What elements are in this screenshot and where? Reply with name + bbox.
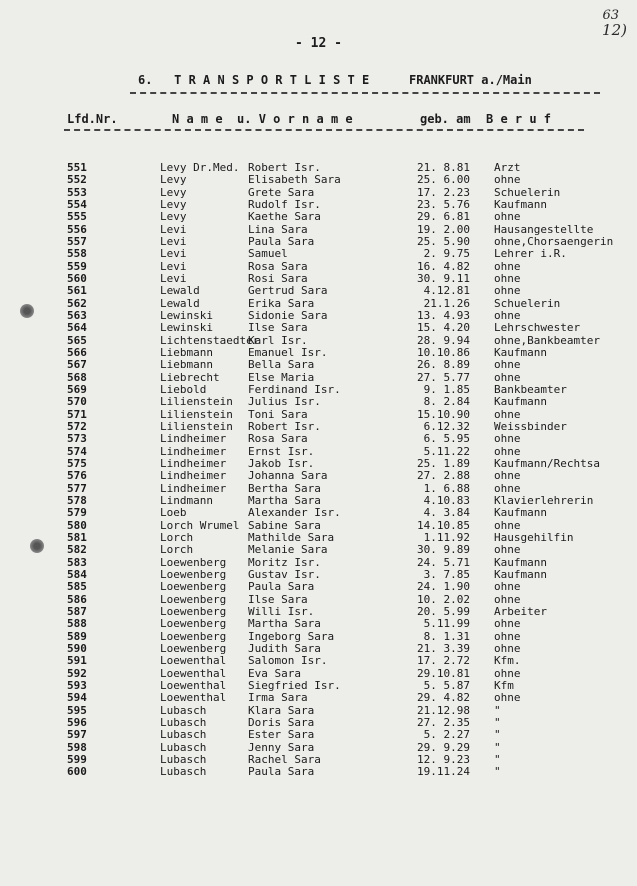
row-last-name: Loewenthal — [160, 691, 227, 705]
row-first-name: Ernst Isr. — [248, 444, 315, 458]
row-last-name: Loewenberg — [160, 629, 227, 643]
row-occupation: ohne — [494, 592, 521, 606]
row-occupation: Kaufmann — [494, 197, 547, 211]
row-occupation: ohne — [494, 629, 521, 643]
row-last-name: Lindheimer — [160, 469, 227, 483]
row-number: 571 — [67, 407, 87, 421]
row-occupation: ohne — [494, 469, 521, 483]
row-number: 578 — [67, 493, 87, 507]
row-first-name: Kaethe Sara — [248, 210, 321, 224]
row-first-name: Ilse Sara — [248, 321, 308, 335]
row-first-name: Gustav Isr. — [248, 567, 321, 581]
row-birth-date: 4. 3.84 — [423, 506, 470, 520]
row-first-name: Elisabeth Sara — [248, 173, 341, 187]
row-last-name: Liebold — [160, 382, 207, 396]
row-first-name: Doris Sara — [248, 715, 315, 729]
row-number: 597 — [67, 728, 87, 742]
row-last-name: Lewald — [160, 284, 200, 298]
row-first-name: Rachel Sara — [248, 752, 321, 766]
row-number: 588 — [67, 617, 87, 631]
row-number: 556 — [67, 222, 87, 236]
row-occupation: Kaufmann/Rechtsa — [494, 456, 600, 470]
row-birth-date: 29.10.81 — [417, 666, 470, 680]
row-occupation: Klavierlehrerin — [494, 493, 594, 507]
document-title — [138, 73, 532, 87]
row-occupation: ohne — [494, 173, 521, 187]
row-number: 565 — [67, 333, 87, 347]
row-birth-date: 8. 2.84 — [423, 395, 470, 409]
row-number: 583 — [67, 555, 87, 569]
row-first-name: Sidonie Sara — [248, 308, 328, 322]
annotation-number-1: 63 — [602, 8, 619, 23]
row-last-name: Loewenthal — [160, 666, 227, 680]
row-birth-date: 24. 5.71 — [417, 555, 470, 569]
row-birth-date: 17. 2.72 — [417, 654, 470, 668]
row-occupation: Arbeiter — [494, 604, 547, 618]
row-number: 554 — [67, 197, 87, 211]
row-birth-date: 25. 1.89 — [417, 456, 470, 470]
row-number: 582 — [67, 543, 87, 557]
row-last-name: Lubasch — [160, 765, 207, 779]
row-first-name: Jenny Sara — [248, 740, 315, 754]
row-last-name: Levy — [160, 173, 187, 187]
row-number: 576 — [67, 469, 87, 483]
row-last-name: Lindheimer — [160, 444, 227, 458]
row-last-name: Levi — [160, 259, 187, 273]
row-first-name: Toni Sara — [248, 407, 308, 421]
row-last-name: Lubasch — [160, 715, 207, 729]
row-birth-date: 10. 2.02 — [417, 592, 470, 606]
row-occupation: Lehrer i.R. — [494, 247, 567, 261]
row-occupation: ohne — [494, 308, 521, 322]
row-birth-date: 28. 9.94 — [417, 333, 470, 347]
row-first-name: Jakob Isr. — [248, 456, 315, 470]
row-number: 581 — [67, 530, 87, 544]
row-birth-date: 20. 5.99 — [417, 604, 470, 618]
row-number: 593 — [67, 678, 87, 692]
row-birth-date: 25. 5.90 — [417, 234, 470, 248]
row-occupation: ohne — [494, 358, 521, 372]
row-birth-date: 30. 9.11 — [417, 271, 470, 285]
row-first-name: Karl Isr. — [248, 333, 308, 347]
row-birth-date: 5.11.22 — [423, 444, 470, 458]
row-occupation: Hausgehilfin — [494, 530, 574, 544]
row-first-name: Siegfried Isr. — [248, 678, 341, 692]
row-number: 577 — [67, 481, 87, 495]
row-last-name: Lindheimer — [160, 481, 227, 495]
row-number: 587 — [67, 604, 87, 618]
row-occupation: Kaufmann — [494, 567, 547, 581]
row-number: 562 — [67, 296, 87, 310]
title-number: 6. — [138, 73, 153, 87]
row-last-name: Lewald — [160, 296, 200, 310]
row-number: 572 — [67, 419, 87, 433]
row-first-name: Robert Isr. — [248, 161, 321, 174]
title-city: FRANKFURT a./Main — [409, 73, 532, 87]
row-number: 599 — [67, 752, 87, 766]
row-number: 580 — [67, 518, 87, 532]
row-occupation: " — [494, 715, 501, 729]
row-number: 595 — [67, 703, 87, 717]
row-first-name: Paula Sara — [248, 234, 315, 248]
row-occupation: ohne,Chorsaengerin — [494, 234, 614, 248]
row-birth-date: 14.10.85 — [417, 518, 470, 532]
row-last-name: Lubasch — [160, 752, 207, 766]
row-birth-date: 8. 1.31 — [423, 629, 470, 643]
row-first-name: Rosa Sara — [248, 259, 308, 273]
row-last-name: Levy Dr.Med. — [160, 161, 240, 174]
row-occupation: " — [494, 765, 501, 779]
row-number: 555 — [67, 210, 87, 224]
row-first-name: Judith Sara — [248, 641, 321, 655]
row-number: 570 — [67, 395, 87, 409]
row-occupation: ohne,Bankbeamter — [494, 333, 600, 347]
row-number: 551 — [67, 161, 87, 174]
row-birth-date: 5.11.99 — [423, 617, 470, 631]
row-first-name: Rudolf Isr. — [248, 197, 321, 211]
row-occupation: Hausangestellte — [494, 222, 594, 236]
row-first-name: Sabine Sara — [248, 518, 321, 532]
header-name: N a m e u. V o r n a m e — [172, 112, 353, 126]
row-last-name: Levy — [160, 210, 187, 224]
row-last-name: Loewenberg — [160, 555, 227, 569]
row-birth-date: 2. 9.75 — [423, 247, 470, 261]
row-first-name: Ester Sara — [248, 728, 315, 742]
row-last-name: Loewenberg — [160, 641, 227, 655]
row-occupation: Arzt — [494, 161, 521, 174]
row-last-name: Lorch Wrumel — [160, 518, 240, 532]
row-first-name: Rosi Sara — [248, 271, 308, 285]
row-last-name: Lorch — [160, 530, 194, 544]
row-last-name: Lichtenstaedter — [160, 333, 260, 347]
row-first-name: Julius Isr. — [248, 395, 321, 409]
row-first-name: Martha Sara — [248, 493, 321, 507]
row-first-name: Bertha Sara — [248, 481, 321, 495]
row-birth-date: 12. 9.23 — [417, 752, 470, 766]
row-birth-date: 27. 2.35 — [417, 715, 470, 729]
row-birth-date: 1.11.92 — [423, 530, 470, 544]
row-first-name: Lina Sara — [248, 222, 308, 236]
punch-hole-icon — [30, 539, 44, 553]
row-first-name: Paula Sara — [248, 580, 315, 594]
row-last-name: Lindmann — [160, 493, 213, 507]
row-occupation: ohne — [494, 481, 521, 495]
row-first-name: Grete Sara — [248, 185, 315, 199]
row-occupation: ohne — [494, 259, 521, 273]
row-birth-date: 5. 2.27 — [423, 728, 470, 742]
header-job: B e r u f — [486, 112, 552, 126]
row-first-name: Moritz Isr. — [248, 555, 321, 569]
row-first-name: Gertrud Sara — [248, 284, 328, 298]
row-occupation: ohne — [494, 444, 521, 458]
row-last-name: Levy — [160, 197, 187, 211]
row-number: 564 — [67, 321, 87, 335]
page-number: - 12 - — [295, 36, 342, 51]
row-number: 594 — [67, 691, 87, 705]
row-birth-date: 24. 1.90 — [417, 580, 470, 594]
row-first-name: Ilse Sara — [248, 592, 308, 606]
row-birth-date: 4.10.83 — [423, 493, 470, 507]
header-nr: Lfd.Nr. — [67, 112, 118, 126]
row-birth-date: 21. 8.81 — [417, 161, 470, 174]
row-birth-date: 17. 2.23 — [417, 185, 470, 199]
row-first-name: Irma Sara — [248, 691, 308, 705]
row-first-name: Melanie Sara — [248, 543, 328, 557]
row-last-name: Lubasch — [160, 728, 207, 742]
row-last-name: Liebrecht — [160, 370, 220, 384]
row-occupation: ohne — [494, 666, 521, 680]
row-number: 596 — [67, 715, 87, 729]
row-last-name: Loewenberg — [160, 567, 227, 581]
row-birth-date: 6.12.32 — [423, 419, 470, 433]
row-last-name: Loewenberg — [160, 604, 227, 618]
row-first-name: Else Maria — [248, 370, 315, 384]
row-occupation: ohne — [494, 407, 521, 421]
row-last-name: Loewenberg — [160, 592, 227, 606]
row-birth-date: 10.10.86 — [417, 345, 470, 359]
row-occupation: Bankbeamter — [494, 382, 567, 396]
row-occupation: ohne — [494, 580, 521, 594]
annotation-number-2: 12) — [602, 21, 627, 39]
row-birth-date: 15.10.90 — [417, 407, 470, 421]
row-birth-date: 27. 5.77 — [417, 370, 470, 384]
row-first-name: Bella Sara — [248, 358, 315, 372]
punch-hole-icon — [20, 304, 34, 318]
row-occupation: ohne — [494, 210, 521, 224]
row-birth-date: 29. 6.81 — [417, 210, 470, 224]
row-occupation: Kaufmann — [494, 345, 547, 359]
row-birth-date: 6. 5.95 — [423, 432, 470, 446]
row-occupation: ohne — [494, 370, 521, 384]
row-occupation: Kfm. — [494, 654, 521, 668]
row-number: 552 — [67, 173, 87, 187]
row-first-name: Johanna Sara — [248, 469, 328, 483]
row-first-name: Willi Isr. — [248, 604, 315, 618]
row-first-name: Robert Isr. — [248, 419, 321, 433]
title-label: T R A N S P O R T L I S T E — [174, 73, 370, 87]
row-number: 568 — [67, 370, 87, 384]
row-birth-date: 4.12.81 — [423, 284, 470, 298]
row-number: 592 — [67, 666, 87, 680]
row-number: 559 — [67, 259, 87, 273]
row-number: 558 — [67, 247, 87, 261]
row-first-name: Ingeborg Sara — [248, 629, 335, 643]
row-birth-date: 19.11.24 — [417, 765, 470, 779]
row-birth-date: 15. 4.20 — [417, 321, 470, 335]
row-number: 569 — [67, 382, 87, 396]
row-number: 574 — [67, 444, 87, 458]
row-occupation: ohne — [494, 641, 521, 655]
row-first-name: Paula Sara — [248, 765, 315, 779]
row-last-name: Loeb — [160, 506, 187, 520]
row-number: 579 — [67, 506, 87, 520]
row-last-name: Loewenthal — [160, 654, 227, 668]
row-birth-date: 5. 5.87 — [423, 678, 470, 692]
row-first-name: Mathilde Sara — [248, 530, 335, 544]
row-last-name: Lewinski — [160, 308, 213, 322]
row-number: 557 — [67, 234, 87, 248]
row-number: 553 — [67, 185, 87, 199]
row-birth-date: 29. 9.29 — [417, 740, 470, 754]
row-birth-date: 27. 2.88 — [417, 469, 470, 483]
row-last-name: Lilienstein — [160, 395, 233, 409]
row-birth-date: 21. 3.39 — [417, 641, 470, 655]
row-birth-date: 3. 7.85 — [423, 567, 470, 581]
row-last-name: Liebmann — [160, 358, 213, 372]
row-birth-date: 21.12.98 — [417, 703, 470, 717]
row-number: 584 — [67, 567, 87, 581]
row-first-name: Martha Sara — [248, 617, 321, 631]
row-occupation: Lehrschwester — [494, 321, 581, 335]
header-birth: geb. am — [420, 112, 471, 126]
row-birth-date: 16. 4.82 — [417, 259, 470, 273]
row-birth-date: 25. 6.00 — [417, 173, 470, 187]
row-first-name: Alexander Isr. — [248, 506, 341, 520]
row-number: 586 — [67, 592, 87, 606]
row-occupation: ohne — [494, 543, 521, 557]
row-number: 560 — [67, 271, 87, 285]
row-occupation: Kaufmann — [494, 555, 547, 569]
row-occupation: Schuelerin — [494, 185, 561, 199]
row-occupation: Weissbinder — [494, 419, 567, 433]
row-number: 598 — [67, 740, 87, 754]
row-first-name: Samuel — [248, 247, 288, 261]
row-occupation: " — [494, 728, 501, 742]
row-number: 589 — [67, 629, 87, 643]
row-last-name: Lorch — [160, 543, 194, 557]
row-last-name: Lilienstein — [160, 419, 233, 433]
row-birth-date: 19. 2.00 — [417, 222, 470, 236]
row-last-name: Lubasch — [160, 703, 207, 717]
row-last-name: Loewenthal — [160, 678, 227, 692]
row-number: 590 — [67, 641, 87, 655]
row-occupation: ohne — [494, 691, 521, 705]
row-first-name: Ferdinand Isr. — [248, 382, 341, 396]
row-last-name: Levy — [160, 185, 187, 199]
row-birth-date: 9. 1.85 — [423, 382, 470, 396]
row-first-name: Erika Sara — [248, 296, 315, 310]
header-underline — [64, 129, 584, 131]
row-last-name: Levi — [160, 222, 187, 236]
row-last-name: Levi — [160, 234, 187, 248]
row-first-name: Eva Sara — [248, 666, 301, 680]
row-occupation: " — [494, 703, 501, 717]
row-birth-date: 29. 4.82 — [417, 691, 470, 705]
row-last-name: Lubasch — [160, 740, 207, 754]
row-last-name: Levi — [160, 271, 187, 285]
row-number: 561 — [67, 284, 87, 298]
title-underline — [130, 92, 600, 94]
row-last-name: Loewenberg — [160, 617, 227, 631]
row-occupation: ohne — [494, 617, 521, 631]
row-number: 591 — [67, 654, 87, 668]
handwritten-annotation — [602, 8, 627, 38]
row-occupation: " — [494, 740, 501, 754]
row-occupation: ohne — [494, 432, 521, 446]
row-occupation: " — [494, 752, 501, 766]
row-number: 567 — [67, 358, 87, 372]
row-birth-date: 26. 8.89 — [417, 358, 470, 372]
row-number: 563 — [67, 308, 87, 322]
row-last-name: Loewenberg — [160, 580, 227, 594]
row-number: 585 — [67, 580, 87, 594]
row-number: 575 — [67, 456, 87, 470]
row-occupation: ohne — [494, 518, 521, 532]
row-birth-date: 1. 6.88 — [423, 481, 470, 495]
row-last-name: Levi — [160, 247, 187, 261]
row-number: 566 — [67, 345, 87, 359]
row-birth-date: 13. 4.93 — [417, 308, 470, 322]
row-occupation: Schuelerin — [494, 296, 561, 310]
row-number: 600 — [67, 765, 87, 779]
row-birth-date: 30. 9.89 — [417, 543, 470, 557]
row-occupation: Kaufmann — [494, 395, 547, 409]
row-occupation: ohne — [494, 271, 521, 285]
row-last-name: Lindheimer — [160, 432, 227, 446]
row-last-name: Lilienstein — [160, 407, 233, 421]
row-last-name: Liebmann — [160, 345, 213, 359]
row-last-name: Lewinski — [160, 321, 213, 335]
row-birth-date: 21.1.26 — [423, 296, 470, 310]
row-first-name: Emanuel Isr. — [248, 345, 328, 359]
row-number: 573 — [67, 432, 87, 446]
row-occupation: Kfm — [494, 678, 514, 692]
row-occupation: Kaufmann — [494, 506, 547, 520]
row-first-name: Klara Sara — [248, 703, 315, 717]
row-last-name: Lindheimer — [160, 456, 227, 470]
row-first-name: Rosa Sara — [248, 432, 308, 446]
row-occupation: ohne — [494, 284, 521, 298]
row-birth-date: 23. 5.76 — [417, 197, 470, 211]
row-first-name: Salomon Isr. — [248, 654, 328, 668]
